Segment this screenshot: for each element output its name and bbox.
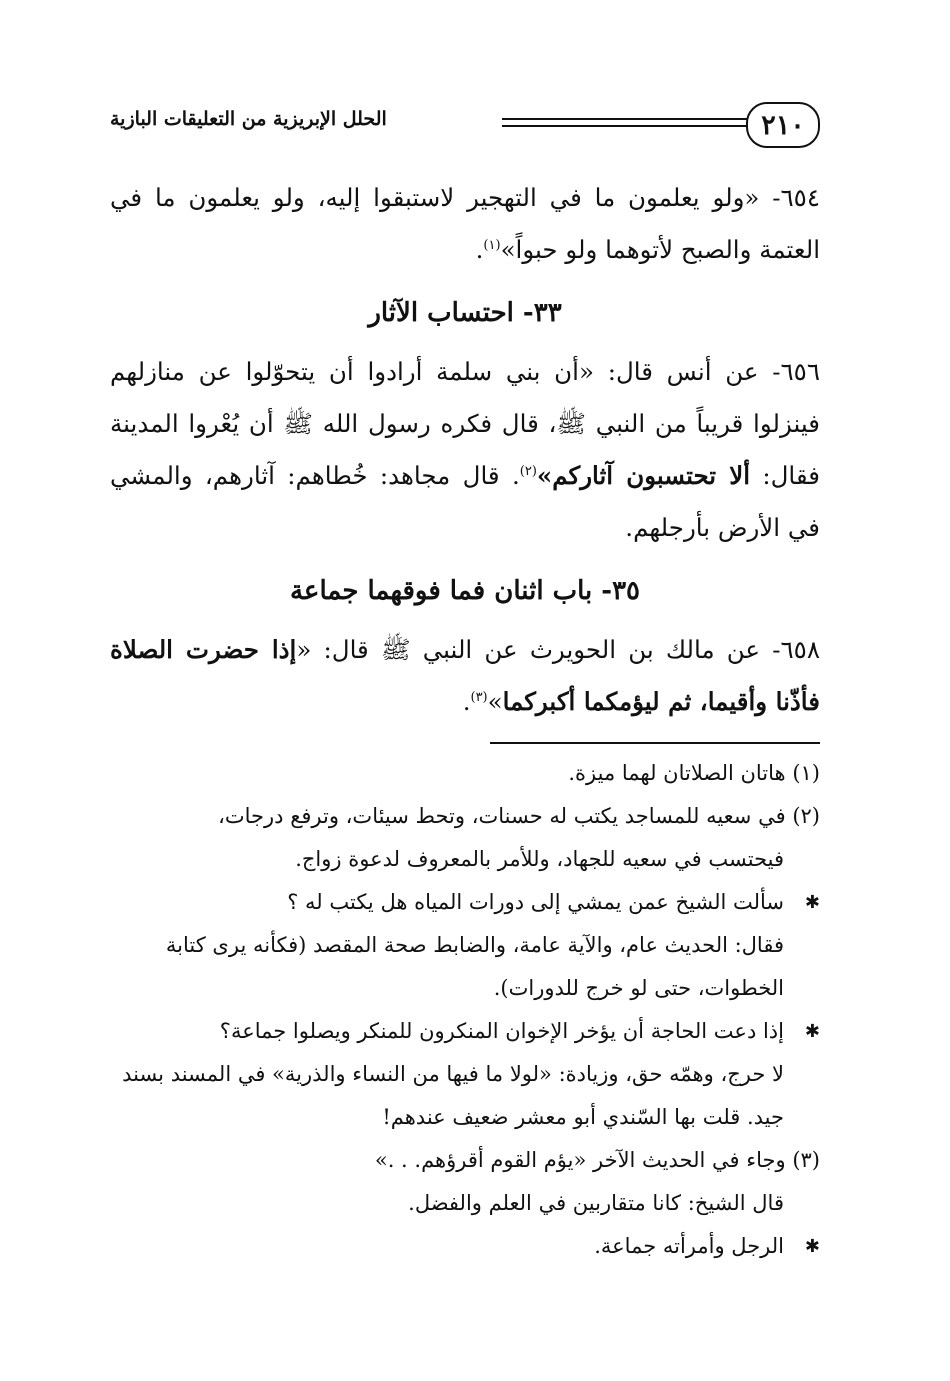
footnote-divider <box>490 742 820 744</box>
hadith-658-end: . <box>462 687 471 716</box>
page-number: ٢١٠ <box>746 102 820 148</box>
note-question-2-text: إذا دعت الحاجة أن يؤخر الإخوان المنكرون للمنكر ويصلوا جماعة؟ <box>219 1019 784 1043</box>
hadith-658 <box>110 624 820 728</box>
footnote-3-line1: وجاء في الحديث الآخر «يؤم القوم أقرؤهم. . .» <box>374 1148 786 1172</box>
chapter-heading-35: ٣٥- باب اثنان فما فوقهما جماعة <box>289 576 641 606</box>
note-3-text: الرجل وأمرأته جماعة. <box>594 1234 784 1258</box>
footnote-3-cont: قال الشيخ: كانا متقاربين في العلم والفضل. <box>408 1191 784 1215</box>
asterisk-icon: ✱ <box>804 1236 820 1257</box>
footnote-1-number: (١) <box>792 761 820 785</box>
book-page <box>110 96 820 1268</box>
hadith-656-bold: ألا تحتسبون آثاركم» <box>536 461 751 490</box>
note-3 <box>110 1225 820 1268</box>
footnote-1-text: هاتان الصلاتان لهما ميزة. <box>568 761 786 785</box>
note-question-2 <box>110 1010 820 1139</box>
hadith-658-bold: إذا حضرت الصلاة فأذّنا وأقيما، ثم ليؤمكما أكبركما <box>110 635 820 716</box>
hadith-656 <box>110 346 820 554</box>
hadith-656-text-a: ٦٥٦- عن أنس قال: «أن بني سلمة أرادوا أن يتحوّلوا عن منازلهم فينزلوا قريباً من النبي ﷺ، قال فكره رسول الله ﷺ أن يُعْروا المدينة فقال: <box>110 357 820 490</box>
hadith-658-text-b: » <box>487 687 503 716</box>
footnote-3 <box>110 1139 820 1182</box>
header-rule <box>502 118 748 127</box>
footnote-2-number: (٢) <box>792 804 820 828</box>
footnote-1 <box>110 752 820 795</box>
footnote-ref-1: (١) <box>483 237 501 253</box>
hadith-658-text-a: ٦٥٨- عن مالك بن الحويرث عن النبي ﷺ قال: « <box>296 635 820 664</box>
hadith-654-end: . <box>475 235 484 264</box>
footnote-ref-3: (٣) <box>470 689 488 705</box>
note-question-1-text: سألت الشيخ عمن يمشي إلى دورات المياه هل يكتب له ؟ <box>287 890 784 914</box>
hadith-654 <box>110 172 820 276</box>
hadith-654-text: ٦٥٤- «ولو يعلمون ما في التهجير لاستبقوا إليه، ولو يعلمون ما في العتمة والصبح لأتوهما ولو حبواً» <box>110 183 820 264</box>
asterisk-icon: ✱ <box>804 1021 820 1042</box>
note-question-1 <box>110 881 820 1010</box>
running-title: الحلل الإبريزية من التعليقات البازية <box>110 108 387 130</box>
note-answer-2-text: لا حرج، وهمّه حق، وزيادة: «لولا ما فيها من النساء والذرية» في المسند بسند جيد. قلت بها السّندي أبو معشر ضعيف عندهم! <box>122 1062 784 1129</box>
footnote-ref-2: (٢) <box>519 463 537 479</box>
page-header <box>110 96 820 160</box>
chapter-heading-33: ٣٣- احتساب الآثار <box>368 298 562 328</box>
asterisk-icon: ✱ <box>804 892 820 913</box>
note-answer-1-text: فقال: الحديث عام، والآية عامة، والضابط صحة المقصد (فكأنه يرى كتابة الخطوات، حتى لو خرج للدورات). <box>165 933 784 1000</box>
footnotes <box>110 752 820 1268</box>
footnote-2 <box>110 795 820 838</box>
footnote-3-number: (٣) <box>792 1148 820 1172</box>
footnote-2-cont: فيحتسب في سعيه للجهاد، وللأمر بالمعروف لدعوة زواج. <box>295 847 784 871</box>
footnote-2-line1: في سعيه للمساجد يكتب له حسنات، وتحط سيئات، وترفع درجات، <box>218 804 786 828</box>
hadith-656-text-b: . قال مجاهد: خُطاهم: آثارهم، والمشي في الأرض بأرجلهم. <box>110 461 820 542</box>
